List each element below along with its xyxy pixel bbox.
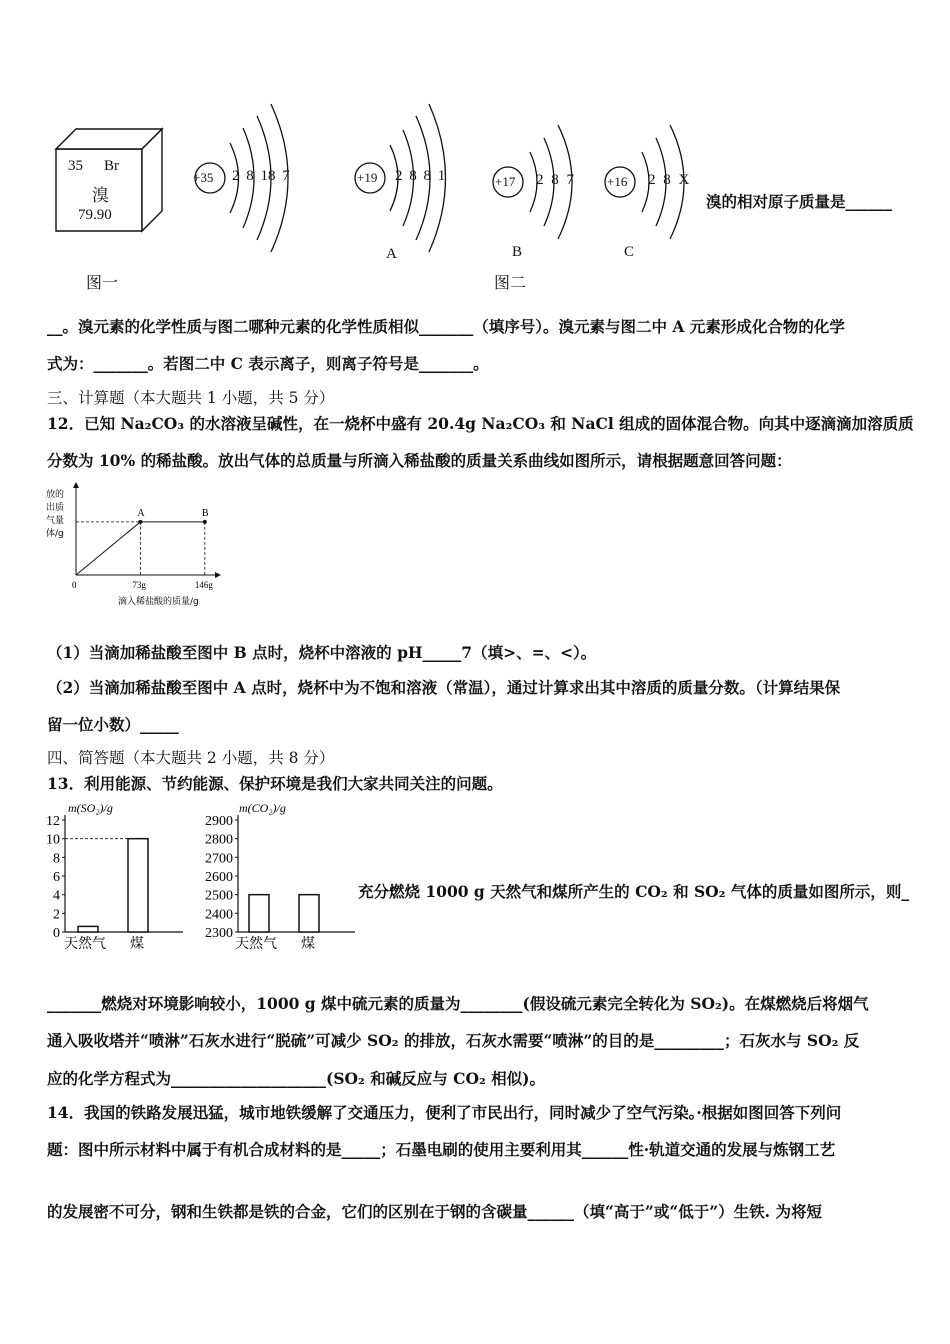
y-tick-label-12: 12 — [46, 814, 60, 829]
co2-category-coal: 煤 — [301, 937, 315, 952]
y-tick-label-2600: 2600 — [205, 870, 233, 885]
q13-line3: _______燃烧对环境影响较小，1000 g 煤中硫元素的质量为________(假设硫元素完全转化为 SO₂)。在煤燃烧后将烟气 — [47, 994, 869, 1013]
section-three-heading: 三、计算题（本大题共 1 小题，共 5 分） — [47, 389, 335, 407]
y-label-line-1: 放的 — [46, 490, 65, 500]
element-name: 溴 — [92, 186, 109, 205]
q11-line1-tail: 溴的相对原子质量是______ — [706, 192, 893, 211]
gas-mass-line-chart — [40, 480, 240, 615]
point-label-A: A — [137, 507, 145, 519]
q11-line2: __。溴元素的化学性质与图二哪种元素的化学性质相似_______（填序号）。溴元素与图二中 A 元素形成化合物的化学 — [47, 317, 845, 336]
element-number: 35 — [68, 158, 83, 174]
y-tick-label-4: 4 — [53, 888, 60, 904]
atom-b-shells: 2 8 7 — [536, 172, 574, 188]
point-B — [203, 520, 207, 524]
q12-sub2-line2: 留一位小数）_____ — [47, 715, 179, 734]
q14-line2: 题：图中所示材料中属于有机合成材料的是_____；石墨电刷的使用主要利用其______性·轨道交通的发展与炼钢工艺 — [47, 1140, 836, 1159]
bar-天然气 — [249, 895, 269, 932]
element-atomic-mass: 79.90 — [78, 207, 112, 223]
bromine-nucleus: +35 — [193, 170, 214, 185]
y-tick-label-10: 10 — [46, 832, 60, 848]
y-label-line-2: 出质 — [46, 503, 65, 513]
atom-a-nucleus: +19 — [357, 170, 378, 185]
y-tick-label-0: 0 — [53, 926, 60, 941]
q12-line2: 分数为 10% 的稀盐酸。放出气体的总质量与所滴入稀盐酸的质量关系曲线如图所示，请根据题意回答问题： — [47, 451, 792, 470]
point-A — [138, 520, 142, 524]
y-tick-label-2: 2 — [53, 907, 60, 923]
co2-bar-chart — [195, 800, 360, 955]
element-symbol: Br — [104, 158, 119, 174]
q11-line3: 式为：_______。若图二中 C 表示离子，则离子符号是_______。 — [47, 354, 489, 373]
y-tick-label-2700: 2700 — [205, 851, 233, 867]
y-tick-label-2800: 2800 — [205, 832, 233, 848]
y-tick-label-2300: 2300 — [205, 926, 233, 941]
bar-天然气 — [78, 926, 98, 932]
atom-b-label: B — [512, 244, 523, 260]
q12-sub2-line1: （2）当滴加稀盐酸至图中 A 点时，烧杯中为不饱和溶液（常温），通过计算求出其中溶质的质量分数。（计算结果保 — [47, 678, 841, 697]
atom-c-shells: 2 8 X — [648, 172, 690, 188]
co2-y-label: m(CO₂)/g — [239, 801, 286, 815]
figure-two-caption: 图二 — [494, 275, 527, 292]
q13-line5: 应的化学方程式为____________________(SO₂ 和碱反应与 CO₂ 相似)。 — [47, 1069, 545, 1088]
x-axis-arrow — [215, 572, 221, 578]
y-tick-label-2500: 2500 — [205, 888, 233, 904]
x-tick-146: 146g — [194, 580, 213, 590]
q12-line1: 12．已知 Na₂CO₃ 的水溶液呈碱性，在一烧杯中盛有 20.4g Na₂CO₃ 和 NaCl 组成的固体混合物。向其中逐滴滴加溶质质 — [47, 414, 914, 433]
y-tick-label-6: 6 — [53, 870, 60, 885]
atom-c-label: C — [624, 244, 635, 260]
y-tick-label-2900: 2900 — [205, 814, 233, 829]
q12-sub1: （1）当滴加稀盐酸至图中 B 点时，烧杯中溶液的 pH_____7（填>、=、<）。 — [47, 643, 597, 662]
q13-line2: 充分燃烧 1000 g 天然气和煤所产生的 CO₂ 和 SO₂ 气体的质量如图所示，则_ — [358, 882, 910, 901]
q14-line1: 14．我国的铁路发展迅猛，城市地铁缓解了交通压力，便利了市民出行，同时减少了空气污染。·根据如图回答下列问 — [47, 1103, 842, 1122]
so2-category-coal: 煤 — [130, 937, 144, 952]
section-four-heading: 四、简答题（本大题共 2 小题，共 8 分） — [47, 749, 335, 767]
y-axis-arrow — [73, 482, 79, 488]
atom-a-shells: 2 8 8 1 — [395, 168, 446, 184]
y-tick-label-2400: 2400 — [205, 907, 233, 923]
atom-a-label: A — [386, 246, 397, 262]
figure-one-caption: 图一 — [86, 275, 119, 292]
so2-bar-chart — [38, 800, 188, 955]
y-tick-label-8: 8 — [53, 851, 60, 867]
series-segment-0 — [76, 522, 140, 575]
q13-line4: 通入吸收塔并“喷淋”石灰水进行“脱硫”可减少 SO₂ 的排放，石灰水需要“喷淋”的目的是_________；石灰水与 SO₂ 反 — [47, 1031, 860, 1050]
q14-line3: 的发展密不可分，钢和生铁都是铁的合金，它们的区别在于钢的含碳量______（填“高于”或“低于”）生铁. 为将短 — [47, 1202, 822, 1221]
x-tick-73: 73g — [132, 580, 146, 590]
bar-煤 — [128, 839, 148, 932]
y-label-line-4: 体/g — [46, 529, 64, 539]
origin-label: 0 — [72, 580, 77, 590]
point-label-B: B — [201, 507, 209, 519]
so2-category-natural-gas: 天然气 — [64, 937, 106, 952]
so2-y-label: m(SO₂)/g — [68, 801, 113, 815]
x-axis-label: 滴入稀盐酸的质量/g — [118, 597, 199, 607]
atom-c-nucleus: +16 — [607, 174, 628, 189]
co2-category-natural-gas: 天然气 — [235, 937, 277, 952]
atom-b-nucleus: +17 — [495, 174, 516, 189]
y-label-line-3: 气量 — [46, 516, 65, 526]
q13-line1: 13．利用能源、节约能源、保护环境是我们大家共同关注的问题。 — [47, 774, 503, 793]
bar-煤 — [299, 895, 319, 932]
bromine-shells: 2 8 18 7 — [232, 168, 290, 184]
